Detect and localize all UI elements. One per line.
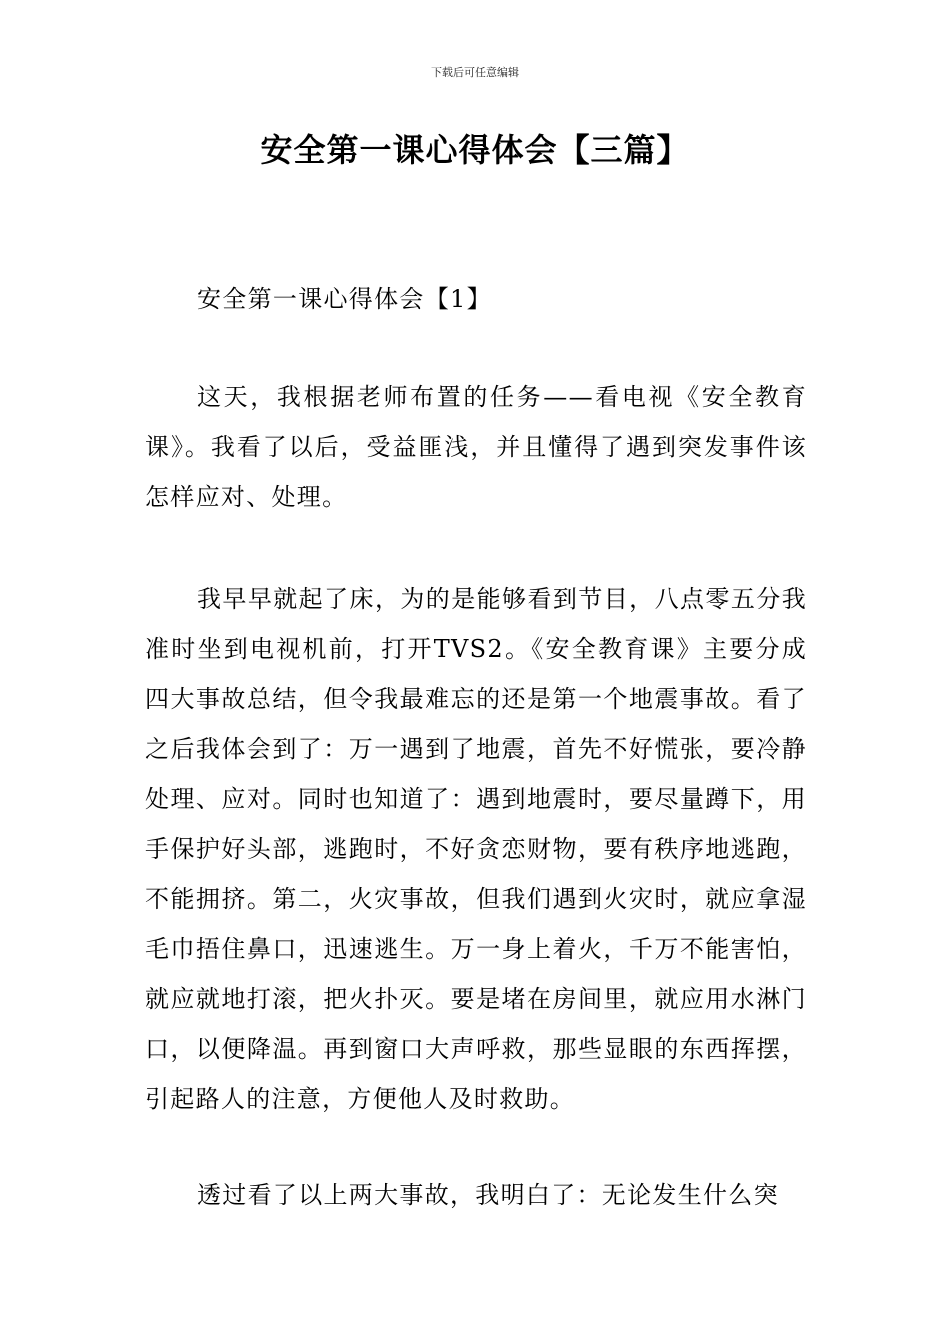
paragraph-3: 透过看了以上两大事故，我明白了：无论发生什么突 [197,1181,779,1209]
header-note: 下载后可任意编辑 [431,66,519,79]
page-title: 安全第一课心得体会【三篇】 [260,131,690,169]
paragraph-1: 这天，我根据老师布置的任务——看电视《安全教育课》。我看了以后，受益匪浅，并且懂得了遇到突发事件该怎样应对、处理。 [145,383,807,511]
paragraph-2: 我早早就起了床，为的是能够看到节目，八点零五分我准时坐到电视机前，打开TVS2。《安全教育课》主要分成四大事故总结，但令我最难忘的还是第一个地震事故。看了之后我体会到了：万一遇到了地震，首先不好慌张，要冷静处理、应对。同时也知道了：遇到地震时，要尽量蹲下，用手保护好头部，逃跑时，不好贪恋财物，要有秩序地逃跑，不能拥挤。第二，火灾事故，但我们遇到火灾时，就应拿湿毛巾捂住鼻口，迅速逃生。万一身上着火，千万不能害怕，就应就地打滚，把火扑灭。要是堵在房间里，就应用水淋门口，以便降温。再到窗口大声呼救，那些显眼的东西挥摆，引起路人的注意，方便他人及时救助。 [145,585,807,1113]
section-heading: 安全第一课心得体会【1】 [197,285,492,313]
